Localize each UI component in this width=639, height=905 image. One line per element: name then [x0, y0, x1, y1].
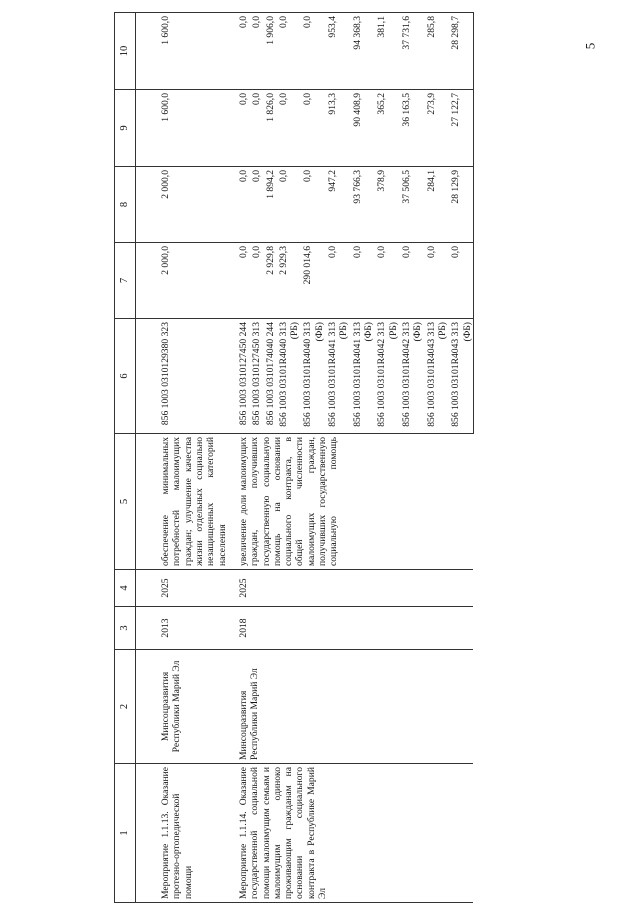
budget-code: 856 1003 03101R4040 313 (ФБ): [300, 319, 325, 434]
budget-code: 856 1003 03101R4042 313 (ФБ): [399, 319, 424, 434]
column-header: 6: [115, 319, 136, 434]
value-col8: 378,9: [374, 167, 399, 243]
end-year: 2025: [228, 570, 473, 607]
value-col9: 1 826,0: [263, 90, 276, 167]
budget-code: 856 1003 0310174040 244: [263, 319, 276, 434]
start-year: 2013: [136, 607, 228, 650]
value-col7: 2 929,8: [263, 243, 276, 319]
budget-code: 856 1003 0310127450 244: [228, 319, 249, 434]
value-col9: 1 600,0: [136, 90, 228, 167]
value-col9: 90 408,9: [350, 90, 375, 167]
value-col7: 0,0: [350, 243, 375, 319]
value-col7: 0,0: [228, 243, 249, 319]
responsible-executor: Минсоцразвития Республики Марий Эл: [228, 650, 473, 764]
column-header: 8: [115, 167, 136, 243]
column-header: 2: [115, 650, 136, 764]
value-col10: 381,1: [374, 13, 399, 90]
value-col10: 1 600,0: [136, 13, 228, 90]
value-col7: 0,0: [399, 243, 424, 319]
column-header: 4: [115, 570, 136, 607]
value-col8: 0,0: [276, 167, 301, 243]
column-header: 10: [115, 13, 136, 90]
value-col8: 0,0: [300, 167, 325, 243]
value-col10: 37 731,6: [399, 13, 424, 90]
column-header: 1: [115, 764, 136, 903]
expected-result: обеспечение минимальных потребностей малоимущих граждан; улучшение качества жизни отдельных социально незащищенных категорий населения: [136, 434, 228, 570]
value-col8: 93 766,3: [350, 167, 375, 243]
value-col7: 2 929,3: [276, 243, 301, 319]
responsible-executor: Минсоцразвития Республики Марий Эл: [136, 650, 228, 764]
value-col9: 273,9: [424, 90, 449, 167]
value-col9: 0,0: [228, 90, 249, 167]
column-header: 7: [115, 243, 136, 319]
value-col9: 913,3: [325, 90, 350, 167]
budget-code: 856 1003 03101R4041 313 (РБ): [325, 319, 350, 434]
header-row: [115, 13, 136, 903]
start-year: 2018: [228, 607, 473, 650]
budget-code: 856 1003 0310127450 313: [249, 319, 262, 434]
column-header: 9: [115, 90, 136, 167]
table-row: [136, 13, 228, 903]
value-col10: 94 368,3: [350, 13, 375, 90]
value-col7: 0,0: [424, 243, 449, 319]
value-col9: 365,2: [374, 90, 399, 167]
value-col10: 0,0: [300, 13, 325, 90]
value-col8: 2 000,0: [136, 167, 228, 243]
value-col9: 27 122,7: [448, 90, 473, 167]
value-col10: 0,0: [228, 13, 249, 90]
budget-code: 856 1003 03101R4042 313 (РБ): [374, 319, 399, 434]
value-col10: 953,4: [325, 13, 350, 90]
value-col8: 37 506,5: [399, 167, 424, 243]
value-col10: 0,0: [276, 13, 301, 90]
value-col10: 0,0: [249, 13, 262, 90]
value-col8: 284,1: [424, 167, 449, 243]
budget-code: 856 1003 0310129380 323: [136, 319, 228, 434]
value-col10: 1 906,0: [263, 13, 276, 90]
value-col9: 0,0: [276, 90, 301, 167]
value-col9: 0,0: [249, 90, 262, 167]
value-col9: 36 163,5: [399, 90, 424, 167]
budget-code: 856 1003 03101R4043 313 (ФБ): [448, 319, 473, 434]
value-col8: 0,0: [228, 167, 249, 243]
expected-result: увеличение доли малоимущих граждан, получивших государственную социальную помощь на основании социального контракта, в общей численности малоимущих граждан, получивших государственную социальную помощь: [228, 434, 473, 570]
measure-name: Мероприятие 1.1.13. Оказание протезно-ортопедической помощи: [136, 764, 228, 903]
value-col8: 947,2: [325, 167, 350, 243]
program-measures-table: [114, 12, 474, 903]
value-col7: 2 000,0: [136, 243, 228, 319]
value-col7: 0,0: [249, 243, 262, 319]
budget-code: 856 1003 03101R4041 313 (ФБ): [350, 319, 375, 434]
measure-name: Мероприятие 1.1.14. Оказание государственной социальной помощи малоимущим семьям и малоимущим одиноко проживающим гражданам на основании социального контракта в Республике Марий Эл: [228, 764, 473, 903]
budget-code: 856 1003 03101R4040 313 (РБ): [276, 319, 301, 434]
value-col7: 0,0: [374, 243, 399, 319]
value-col9: 0,0: [300, 90, 325, 167]
rotated-table-area: [114, 13, 639, 903]
value-col7: 0,0: [448, 243, 473, 319]
column-header: 3: [115, 607, 136, 650]
value-col8: 28 129,9: [448, 167, 473, 243]
value-col10: 28 298,7: [448, 13, 473, 90]
value-col7: 290 014,6: [300, 243, 325, 319]
value-col8: 1 894,2: [263, 167, 276, 243]
budget-code: 856 1003 03101R4043 313 (РБ): [424, 319, 449, 434]
table-row: [228, 13, 249, 903]
column-header: 5: [115, 434, 136, 570]
page-number: 5: [582, 42, 598, 50]
value-col8: 0,0: [249, 167, 262, 243]
end-year: 2025: [136, 570, 228, 607]
value-col7: 0,0: [325, 243, 350, 319]
value-col10: 285,8: [424, 13, 449, 90]
